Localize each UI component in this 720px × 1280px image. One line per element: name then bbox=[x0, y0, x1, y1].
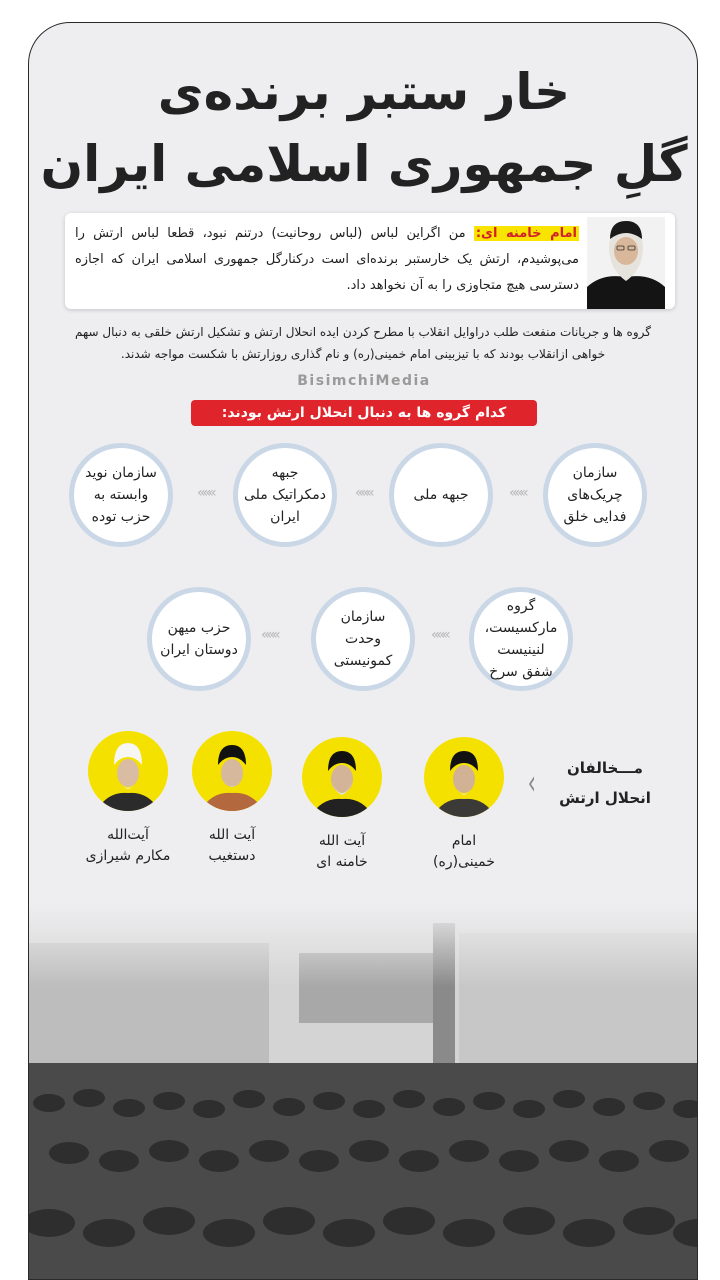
watermark: BisimchiMedia bbox=[297, 373, 431, 389]
khomeini-portrait bbox=[424, 737, 504, 817]
question-banner: کدام گروه ها به دنبال انحلال ارتش بودند: bbox=[191, 400, 537, 426]
person-name: آیت‌الله مکارم شیرازی bbox=[85, 827, 171, 864]
person-makarem bbox=[85, 731, 171, 867]
quote-speaker: امام خامنه ای: bbox=[475, 226, 577, 241]
group-label: جبهه ملی bbox=[413, 487, 469, 503]
group-label: سازمان نوید وابسته به حزب توده bbox=[85, 465, 157, 525]
person-name: امام خمینی(ره) bbox=[433, 833, 495, 870]
group-label: گروه مارکسیست، لنینیست شفق سرخ bbox=[484, 598, 558, 680]
arrow-icon: ««« bbox=[261, 627, 278, 643]
group-label: سازمان چریک‌های فدایی خلق bbox=[563, 465, 627, 525]
quote-text bbox=[75, 221, 579, 299]
arrow-icon: ««« bbox=[197, 485, 214, 501]
group-circle bbox=[69, 443, 173, 547]
arrow-icon: ««« bbox=[355, 485, 372, 501]
makarem-portrait bbox=[88, 731, 168, 811]
group-circle bbox=[469, 587, 573, 691]
intro-paragraph: گروه ها و جریانات منفعت طلب دراوایل انقلاب با مطرح کردن ایده انحلال ارتش و تشکیل ارتش خلقی به دنبال سهم خواهی ازانقلاب بودند که با تیزبینی امام خمینی(ره) و نام گذاری روزارتش با شکست مواجه شدند. bbox=[75, 325, 651, 361]
group-circle bbox=[311, 587, 415, 691]
group-label: جبهه دمکراتیک ملی ایران bbox=[244, 465, 326, 525]
person-name: آیت الله دستغیب bbox=[208, 827, 256, 864]
title-line-2: گلِ جمهوری اسلامی ایران bbox=[40, 135, 688, 193]
arrow-icon: ««« bbox=[509, 485, 526, 501]
infographic-card bbox=[28, 22, 698, 1280]
chevron-left-icon: ‹ bbox=[527, 763, 536, 803]
person-dastgheib bbox=[189, 731, 275, 867]
group-circle bbox=[147, 587, 251, 691]
group-circle bbox=[389, 443, 493, 547]
group-circle bbox=[233, 443, 337, 547]
khamenei-portrait bbox=[587, 217, 665, 309]
group-circle bbox=[543, 443, 647, 547]
quote-box bbox=[65, 213, 675, 309]
army-crowd-photo bbox=[29, 903, 698, 1280]
group-label: حزب میهن دوستان ایران bbox=[160, 620, 238, 658]
opponents-label: مـــخالفان انحلال ارتش bbox=[559, 759, 651, 807]
khamenei-portrait bbox=[302, 737, 382, 817]
quote-body: من اگراین لباس (لباس روحانیت) درتنم نبود، قطعا لباس ارتش را می‌پوشیدم، ارتش یک خارستبر برنده‌ای است درکنارگل جمهوری اسلامی ایران که اجازه دسترسی هیچ متجاوزی را به آن نخواهد داد. bbox=[75, 226, 579, 293]
person-name: آیت الله خامنه ای bbox=[316, 833, 368, 870]
group-label: سازمان وحدت کمونیستی bbox=[333, 609, 393, 669]
dastgheib-portrait bbox=[192, 731, 272, 811]
person-khamenei bbox=[299, 737, 385, 873]
person-khomeini bbox=[421, 737, 507, 873]
arrow-icon: ««« bbox=[431, 627, 448, 643]
title-line-1: خار ستبر برنده‌ی bbox=[157, 63, 571, 121]
